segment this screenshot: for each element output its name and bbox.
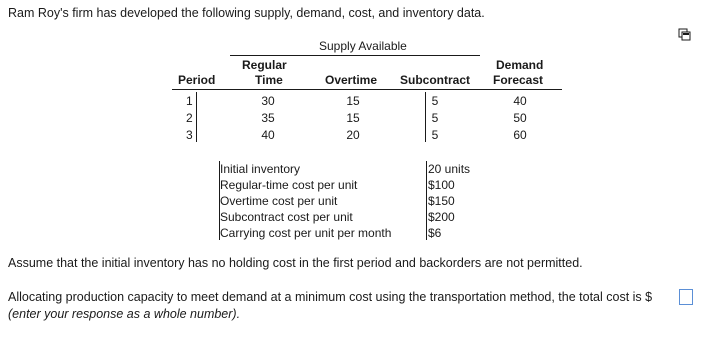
demand-header-line1: Demand xyxy=(496,58,544,72)
overtime-cell: 20 xyxy=(346,128,360,142)
overtime-cell: 15 xyxy=(346,111,360,125)
demand-cell: 50 xyxy=(513,111,527,125)
info-value: $6 xyxy=(428,226,442,240)
info-middle-rule xyxy=(426,161,427,240)
info-value: $100 xyxy=(428,178,455,192)
info-value: $200 xyxy=(428,210,455,224)
table-header-rule xyxy=(172,89,562,90)
copy-icon[interactable] xyxy=(678,28,692,42)
period-column-rule xyxy=(196,92,197,142)
info-value: $150 xyxy=(428,194,455,208)
demand-header-line2: Forecast xyxy=(493,73,544,87)
subcontract-header: Subcontract xyxy=(400,73,471,87)
info-label: Initial inventory xyxy=(220,162,301,176)
info-label: Carrying cost per unit per month xyxy=(220,226,392,240)
overtime-header: Overtime xyxy=(325,73,378,87)
answer-input[interactable] xyxy=(679,289,693,305)
info-label: Subcontract cost per unit xyxy=(220,210,353,224)
info-label: Overtime cost per unit xyxy=(220,194,338,208)
demand-cell: 40 xyxy=(513,94,527,108)
instruction-text: (enter your response as a whole number). xyxy=(8,307,241,321)
info-value: 20 units xyxy=(428,162,471,176)
regular-cell: 35 xyxy=(261,111,275,125)
period-header: Period xyxy=(178,73,216,87)
regular-cell: 30 xyxy=(261,94,275,108)
assumption-text: Assume that the initial inventory has no holding cost in the first period and backorders are not permitted. xyxy=(8,256,583,270)
question-text: Allocating production capacity to meet demand at a minimum cost using the transportation method, the total cost is $ xyxy=(8,290,653,304)
subcontract-cell: 5 xyxy=(431,111,439,125)
regular-header-line1: Regular xyxy=(242,58,287,72)
regular-header-line2: Time xyxy=(255,73,283,87)
supply-available-header: Supply Available xyxy=(319,39,407,53)
demand-cell: 60 xyxy=(513,128,527,142)
supply-header-rule xyxy=(230,55,480,56)
info-label: Regular-time cost per unit xyxy=(220,178,358,192)
subcontract-column-rule xyxy=(425,92,426,142)
regular-cell: 40 xyxy=(261,128,275,142)
overtime-cell: 15 xyxy=(346,94,360,108)
intro-text: Ram Roy's firm has developed the following supply, demand, cost, and inventory data. xyxy=(8,6,485,20)
subcontract-cell: 5 xyxy=(431,94,439,108)
subcontract-cell: 5 xyxy=(431,128,439,142)
